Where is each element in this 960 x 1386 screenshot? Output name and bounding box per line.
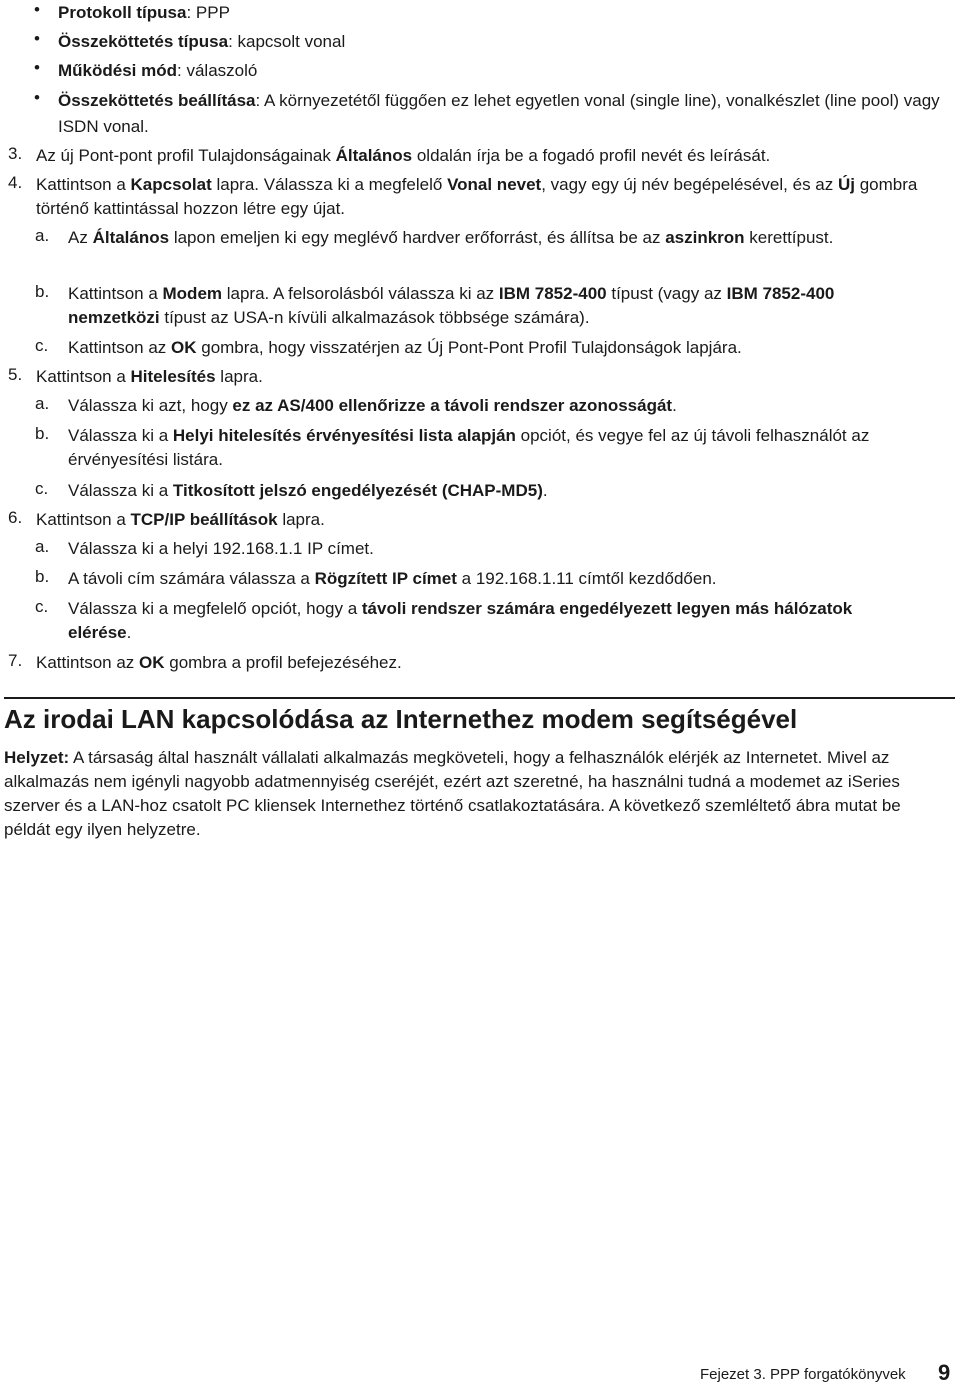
bullet-icon: •: [34, 58, 40, 77]
bullet-icon: •: [34, 29, 40, 48]
section-heading: Az irodai LAN kapcsolódása az Internethez modem segítségével: [4, 704, 798, 734]
chapter-label: Fejezet 3. PPP forgatókönyvek: [700, 1366, 906, 1383]
bullet-icon: •: [34, 88, 40, 107]
bullet-icon: •: [34, 0, 40, 19]
section-paragraph: Helyzet: A társaság által használt vállalati alkalmazás megköveteli, hogy a felhasználók elérjék az Internetet. Mivel az alkalmazás nem igényli nagyobb adatmennyiség cseréjét, ezért azt szeretné, ha használni tudná a modemet az iSeries szerver és a LAN-hoz csatolt PC kliensek Internethez történő csatlakoztatására. A következő szemléltető ábra mutat be példát egy ilyen helyzetre.: [4, 748, 901, 839]
page-number: 9: [938, 1360, 951, 1385]
section-divider: [4, 697, 955, 699]
page-footer: [700, 1362, 956, 1386]
